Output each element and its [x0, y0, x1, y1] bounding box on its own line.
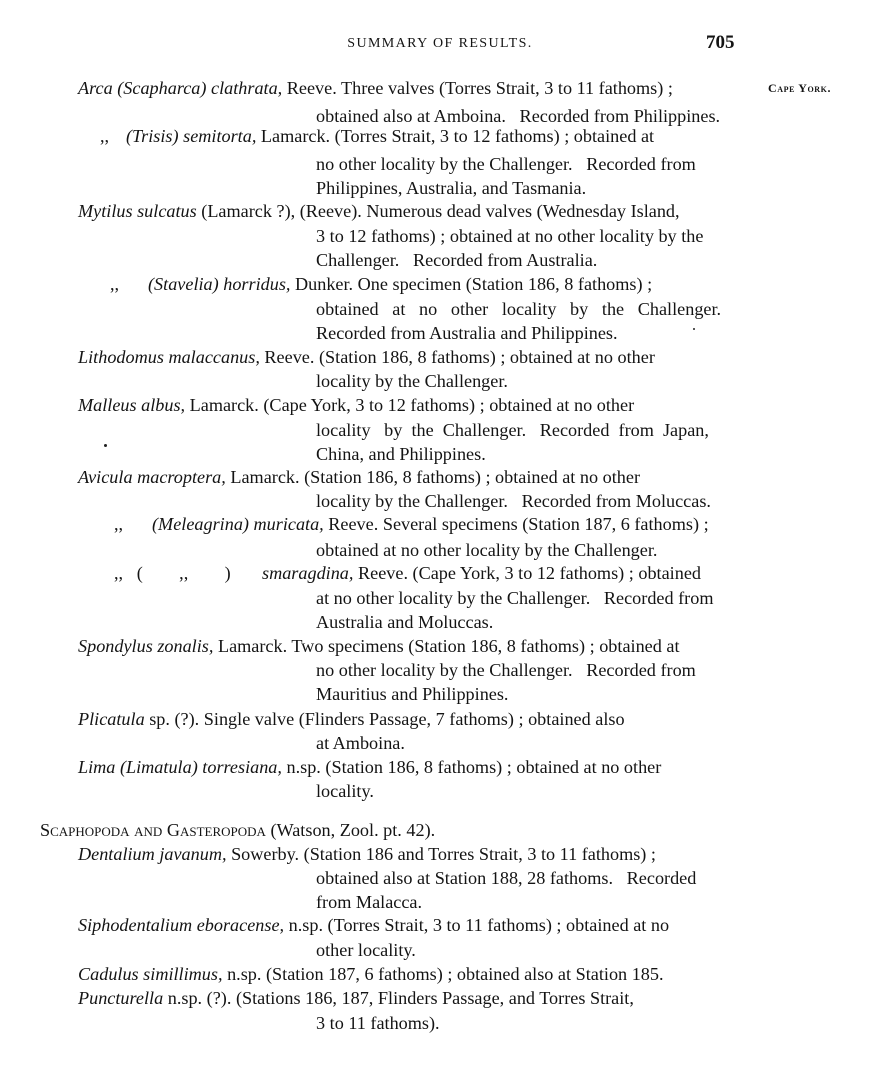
- entry-first-line: [78, 345, 655, 369]
- ditto-mark: ,,: [114, 514, 124, 534]
- entry-text: (Cape York, 3 to 12 fathoms) ; obtained at no other: [263, 395, 635, 415]
- entry-text: Several specimens (Station 187, 6 fathoms) ;: [382, 514, 709, 534]
- entry-first-line: [78, 913, 669, 937]
- entry-continuation-line: obtained at no other locality by the Challenger.: [316, 540, 658, 560]
- species-name: Plicatula: [78, 709, 145, 729]
- entry-first-line: [78, 755, 661, 779]
- species-name: Dentalium javanum,: [78, 844, 227, 864]
- species-authority: Lamarck.: [189, 395, 259, 415]
- species-name: Spondylus zonalis,: [78, 636, 214, 656]
- species-authority: n.sp.: [227, 964, 262, 984]
- species-name: smaragdina,: [262, 563, 354, 583]
- entry-text: (Station 186, 8 fathoms) ; obtained at no other: [304, 467, 640, 487]
- entry-text: (Station 186 and Torres Strait, 3 to 11 fathoms) ;: [303, 844, 656, 864]
- entry-continuation-line: Challenger. Recorded from Australia.: [316, 250, 598, 270]
- entry-first-line: [78, 199, 680, 223]
- species-authority: Reeve.: [358, 563, 408, 583]
- entry-continuation-line: no other locality by the Challenger. Recorded from: [316, 660, 696, 680]
- entry-first-line: [78, 393, 634, 417]
- species-name: Siphodentalium eboracense,: [78, 915, 285, 935]
- entry-first-line: [78, 634, 680, 658]
- species-authority: Reeve.: [328, 514, 379, 534]
- entry-first-line: [148, 272, 652, 296]
- entry-first-line: [126, 124, 654, 148]
- entry-continuation-line: locality by the Challenger.: [316, 371, 508, 391]
- entry-first-line: [78, 465, 640, 489]
- species-name: (Meleagrina) muricata,: [152, 514, 324, 534]
- entry-continuation-line: locality by the Challenger. Recorded from Japan,: [316, 420, 709, 440]
- entry-text: One specimen (Station 186, 8 fathoms) ;: [357, 274, 653, 294]
- species-authority: Dunker.: [295, 274, 354, 294]
- species-authority: n.sp. (?).: [167, 988, 232, 1008]
- entry-continuation-line: Recorded from Australia and Philippines.: [316, 323, 618, 343]
- entry-text: (Station 187, 6 fathoms) ; obtained also at Station 185.: [265, 964, 664, 984]
- species-authority: Reeve.: [286, 78, 337, 98]
- entry-text: (Cape York, 3 to 12 fathoms) ; obtained: [412, 563, 701, 583]
- species-authority: sp. (?).: [149, 709, 200, 729]
- entry-continuation-line: Australia and Moluccas.: [316, 612, 494, 632]
- entry-first-line: [78, 842, 656, 866]
- species-authority: n.sp.: [288, 915, 323, 935]
- species-name: Mytilus sulcatus: [78, 201, 197, 221]
- entry-first-line: [78, 986, 634, 1010]
- entry-text: (Torres Strait, 3 to 11 fathoms) ; obtained at no: [327, 915, 670, 935]
- section-title: Scaphopoda and Gasteropoda: [40, 820, 266, 840]
- species-name: Lima (Limatula) torresiana,: [78, 757, 282, 777]
- entry-first-line: [78, 707, 625, 731]
- entry-text: (Torres Strait, 3 to 12 fathoms) ; obtained at: [334, 126, 655, 146]
- species-name: Cadulus simillimus,: [78, 964, 223, 984]
- species-authority: Lamarck.: [230, 467, 300, 487]
- section-reference: (Watson, Zool. pt. 42).: [270, 820, 436, 840]
- entry-first-line: [262, 561, 701, 585]
- entry-text: Single valve (Flinders Passage, 7 fathoms) ; obtained also: [203, 709, 625, 729]
- running-head: SUMMARY OF RESULTS.: [347, 36, 533, 51]
- entry-continuation-line: obtained at no other locality by the Challenger.: [316, 299, 722, 319]
- entry-continuation-line: other locality.: [316, 940, 416, 960]
- entry-continuation-line: locality by the Challenger. Recorded from Moluccas.: [316, 491, 711, 511]
- entry-text: Numerous dead valves (Wednesday Island,: [366, 201, 680, 221]
- entry-continuation-line: at no other locality by the Challenger. Recorded from: [316, 588, 714, 608]
- entry-continuation-line: China, and Philippines.: [316, 444, 486, 464]
- entry-text: (Station 186, 8 fathoms) ; obtained at no other: [325, 757, 662, 777]
- entry-continuation-line: at Amboina.: [316, 733, 405, 753]
- entry-continuation-line: 3 to 12 fathoms) ; obtained at no other locality by the: [316, 226, 704, 246]
- species-name: (Stavelia) horridus,: [148, 274, 291, 294]
- entry-first-line: [78, 76, 673, 100]
- printing-speck: [693, 328, 695, 330]
- page-number: 705: [706, 32, 735, 53]
- printing-speck: [104, 444, 107, 447]
- species-authority: (Lamarck ?), (Reeve).: [201, 201, 362, 221]
- entry-continuation-line: Philippines, Australia, and Tasmania.: [316, 178, 587, 198]
- entry-continuation-line: obtained also at Amboina. Recorded from Philippines.: [316, 106, 721, 126]
- species-authority: Reeve.: [264, 347, 315, 367]
- ditto-mark: ,,: [100, 126, 110, 146]
- entry-first-line: [78, 962, 664, 986]
- species-name: Lithodomus malaccanus,: [78, 347, 260, 367]
- species-name: Puncturella: [78, 988, 164, 1008]
- entry-continuation-line: locality.: [316, 781, 374, 801]
- entry-continuation-line: obtained also at Station 188, 28 fathoms. Recorded: [316, 868, 697, 888]
- species-authority: Lamarck.: [260, 126, 331, 146]
- ditto-mark: ,, ( ,, ): [114, 563, 231, 583]
- species-authority: Lamarck.: [217, 636, 288, 656]
- entry-text: Two specimens (Station 186, 8 fathoms) ; obtained at: [291, 636, 680, 656]
- species-authority: Sowerby.: [231, 844, 300, 864]
- entry-continuation-line: Mauritius and Philippines.: [316, 684, 509, 704]
- species-name: Avicula macroptera,: [78, 467, 226, 487]
- ditto-mark: ,,: [110, 274, 120, 294]
- margin-note: Cape York.: [768, 81, 832, 95]
- species-name: Malleus albus,: [78, 395, 186, 415]
- entry-continuation-line: 3 to 11 fathoms).: [316, 1013, 440, 1033]
- entry-continuation-line: no other locality by the Challenger. Recorded from: [316, 154, 696, 174]
- entry-text: (Stations 186, 187, Flinders Passage, and Torres Strait,: [235, 988, 634, 1008]
- species-name: (Trisis) semitorta,: [126, 126, 257, 146]
- species-authority: n.sp.: [286, 757, 321, 777]
- entry-text: Three valves (Torres Strait, 3 to 11 fathoms) ;: [341, 78, 673, 98]
- entry-text: (Station 186, 8 fathoms) ; obtained at no other: [318, 347, 655, 367]
- entry-continuation-line: from Malacca.: [316, 892, 423, 912]
- entry-first-line: [152, 512, 709, 536]
- species-name: Arca (Scapharca) clathrata,: [78, 78, 283, 98]
